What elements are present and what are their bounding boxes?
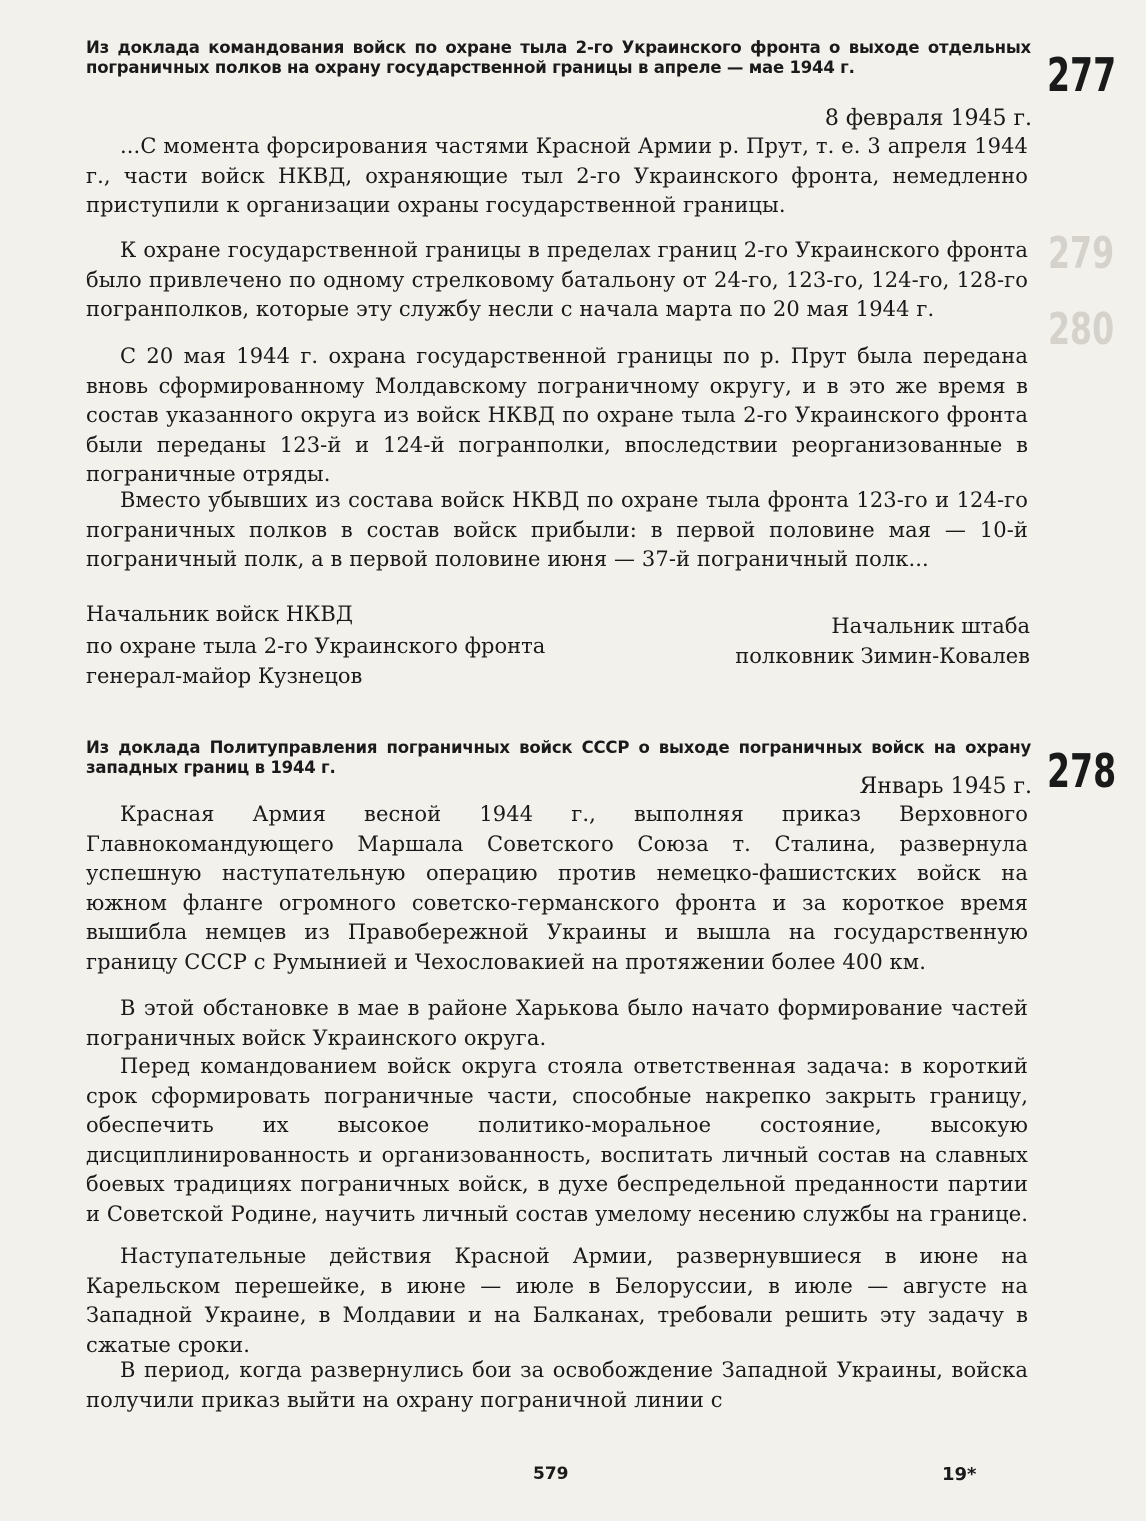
doc-278-paragraph: Наступательные действия Красной Армии, развернувшиеся в июне на Карельском перешейке, в июне — июле в Белоруссии, в июле — августе на Западной Украине, в Молдавии и на Балканах, требовали решить эту задачу в сжатые сроки.	[86, 1244, 1028, 1357]
bleed-through-number: 279	[1048, 228, 1115, 279]
doc-277-signature-left-3: генерал-майор Кузнецов	[86, 664, 363, 688]
doc-278-paragraph: Перед командованием войск округа стояла ответственная задача: в короткий срок сформировать пограничные части, способные накрепко закрыть границу, обеспечить их высокое политико-моральное состояние, высокую дисциплинированность и организованность, воспитать личный состав на славных боевых традициях пограничных войск, в духе беспредельной преданности партии и Советской Родине, научить личный состав умелому несению службы на границе.	[86, 1054, 1029, 1226]
doc-278-paragraph: В этой обстановке в мае в районе Харькова было начато формирование частей пограничных войск Украинского округа.	[86, 996, 1028, 1050]
doc-277-signature-right-1: Начальник штаба	[831, 614, 1030, 638]
doc-277-paragraph: Вместо убывших из состава войск НКВД по охране тыла фронта 123-го и 124-го пограничных полков в состав войск прибыли: в первой половине мая — 10-й пограничный полк, а в первой половине июня — 37-й пограничный полк...	[86, 488, 1028, 572]
bleed-through-number: 280	[1048, 304, 1115, 355]
doc-277-paragraph: К охране государственной границы в пределах границ 2-го Украинского фронта было привлечено по одному стрелковому батальону от 24-го, 123-го, 124-го, 128-го погранполков, которые эту службу несли с начала марта по 20 мая 1944 г.	[86, 238, 1028, 322]
doc-277-date: 8 февраля 1945 г.	[824, 106, 1032, 131]
doc-278-number: 278	[1047, 744, 1117, 798]
doc-278-paragraph: Красная Армия весной 1944 г., выполняя приказ Верховного Главнокомандующего Маршала Советского Союза т. Сталина, развернула успешную наступательную операцию против немецко-фашистских войск на южном фланге огромного советско-германского фронта и за короткое время вышибла немцев из Правобережной Украины и вышла на государственную границу СССР с Румынией и Чехословакией на протяжении более 400 км.	[86, 802, 1028, 974]
doc-277-paragraph: С 20 мая 1944 г. охрана государственной границы по р. Прут была передана вновь сформированному Молдавскому пограничному округу, и в это же время в состав указанного округа из войск НКВД по охране тыла 2-го Украинского фронта были переданы 123-й и 124-й погранполки, впоследствии реорганизованные в пограничные отряды.	[86, 344, 1028, 487]
doc-277-paragraph: ...С момента форсирования частями Красной Армии р. Прут, т. е. 3 апреля 1944 г., части войск НКВД, охраняющие тыл 2-го Украинского фронта, немедленно приступили к организации охраны государственной границы.	[86, 134, 1028, 218]
doc-277-number: 277	[1047, 48, 1117, 102]
doc-278-date: Январь 1945 г.	[859, 774, 1032, 799]
doc-278-title: Из доклада Политуправления пограничных войск СССР о выходе пограничных войск на охрану западных границ в 1944 г.	[86, 738, 1031, 777]
doc-278-paragraph: В период, когда развернулись бои за освобождение Западной Украины, войска получили приказ выйти на охрану пограничной линии с	[86, 1358, 1028, 1412]
doc-277-title: Из доклада командования войск по охране тыла 2-го Украинского фронта о выходе отдельных пограничных полков на охрану государственной границы в апреле — мае 1944 г.	[86, 38, 1031, 77]
doc-277-signature-left-2: по охране тыла 2-го Украинского фронта	[86, 634, 546, 658]
doc-277-signature-left-1: Начальник войск НКВД	[86, 602, 353, 626]
doc-277-signature-right-2: полковник Зимин-Ковалев	[735, 644, 1030, 668]
sheet-signature-mark: 19*	[942, 1464, 977, 1485]
page-number: 579	[533, 1464, 569, 1484]
